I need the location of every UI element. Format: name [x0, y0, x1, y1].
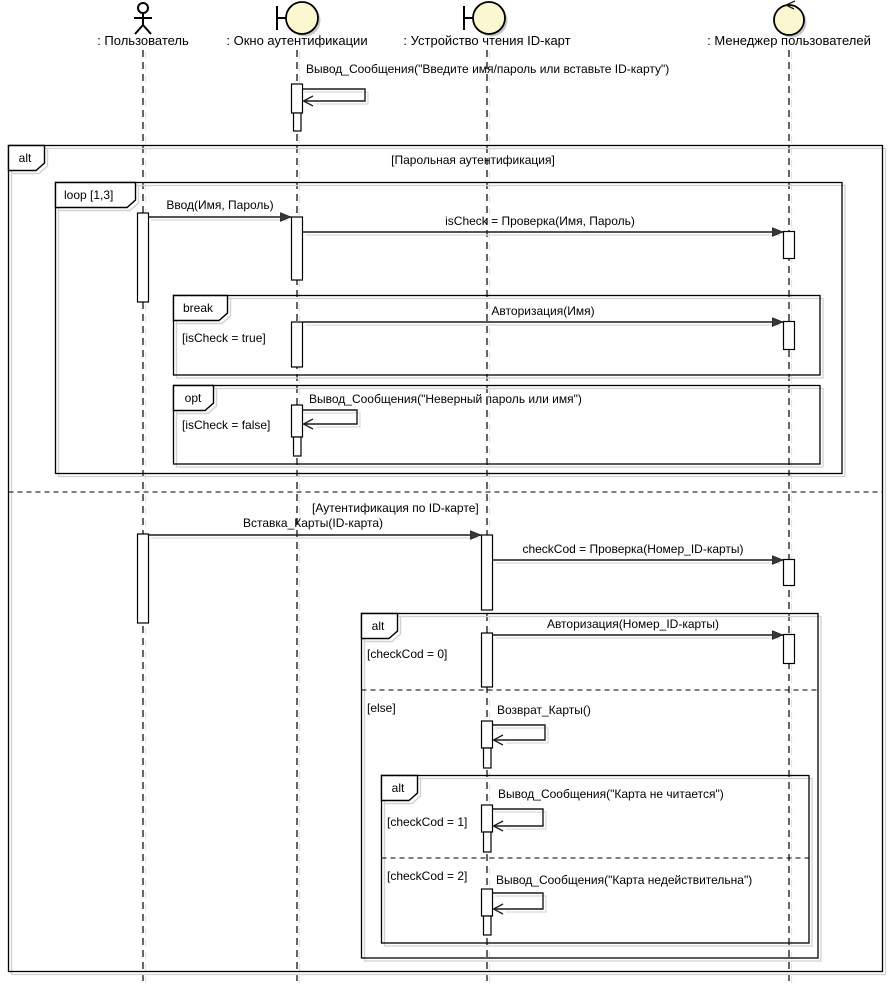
guard-checkcod-2: [checkCod = 2] — [387, 869, 468, 883]
activation-bar — [294, 113, 302, 131]
message-check-card — [493, 542, 783, 563]
message-insert-card — [149, 516, 482, 538]
activation-bar — [482, 721, 493, 748]
message-label: Авторизация(Номер_ID-карты) — [546, 617, 720, 631]
boundary-icon — [277, 2, 321, 37]
activation-bar — [484, 916, 492, 935]
activation-bar — [482, 889, 493, 916]
activation-bar — [482, 805, 493, 832]
message-label: Вывод_Сообщения("Карта не читается") — [498, 787, 724, 801]
lifeline-head-reader — [403, 2, 570, 48]
activation-bar — [292, 217, 303, 280]
self-message-line — [303, 410, 358, 424]
activation-bar — [784, 322, 795, 350]
message-label: Вывод_Сообщения("Карта недействительна") — [496, 873, 753, 887]
activation-bar — [784, 560, 795, 586]
guard-password-auth: [Парольная аутентификация] — [391, 153, 555, 167]
message-card-invalid — [493, 873, 753, 914]
activation-bar — [482, 535, 493, 610]
message-label: Вывод_Сообщения("Введите имя/пароль или вставьте ID-карту") — [306, 62, 670, 76]
lifeline-head-user — [97, 3, 189, 48]
guard-checkcod-1: [checkCod = 1] — [387, 815, 468, 829]
lifeline-label-user: : Пользователь — [97, 33, 189, 48]
guard-checkcod-0: [checkCod = 0] — [367, 647, 448, 661]
message-label: Вывод_Сообщения("Неверный пароль или имя") — [309, 392, 582, 406]
message-label: Авторизация(Имя) — [491, 304, 595, 318]
guard-ischeck-false: [isCheck = false] — [182, 418, 271, 432]
activation-bar — [138, 534, 149, 623]
fragment-operator-label: alt — [18, 151, 32, 165]
message-enter-credentials — [149, 198, 292, 220]
message-label: Вставка_Карты(ID-карта) — [242, 516, 384, 530]
fragment-operator-label: opt — [184, 391, 202, 405]
lifeline-head-manager — [707, 1, 871, 48]
self-message-line — [493, 725, 546, 740]
activation-bar — [294, 437, 302, 456]
activation-bar — [292, 322, 303, 367]
guard-else: [else] — [367, 701, 396, 715]
message-prompt — [303, 62, 670, 106]
fragment-operator-label: break — [182, 301, 214, 315]
message-wrong-password — [303, 392, 582, 429]
fragment-operator-label: loop [1,3] — [64, 188, 114, 202]
message-check-credentials — [303, 214, 783, 235]
self-message-line — [303, 89, 366, 101]
lifeline-label-manager: : Менеджер пользователей — [707, 33, 871, 48]
message-label: Ввод(Имя, Пароль) — [166, 198, 274, 212]
message-card-unreadable — [493, 787, 724, 831]
actor-icon — [134, 3, 152, 34]
activation-bar — [138, 213, 149, 302]
activation-bar — [484, 748, 492, 768]
message-return-card — [493, 703, 591, 745]
fragment-operator-label: alt — [371, 619, 385, 633]
lifeline-label-reader: : Устройство чтения ID-карт — [403, 33, 571, 48]
fragment-operator-label: alt — [391, 781, 405, 795]
activation-bar — [484, 832, 492, 852]
message-authorize-card — [493, 617, 783, 638]
lifeline-head-window — [226, 2, 367, 48]
guard-idcard-auth: [Аутентификация по ID-карте] — [312, 501, 479, 515]
activation-bar — [482, 633, 493, 687]
fragment-alt-code — [382, 776, 813, 947]
guard-ischeck-true: [isCheck = true] — [182, 331, 266, 345]
message-label: isCheck = Проверка(Имя, Пароль) — [445, 214, 635, 228]
message-label: checkCod = Проверка(Номер_ID-карты) — [522, 542, 744, 556]
lifeline-lines — [143, 50, 792, 984]
message-label: Возврат_Карты() — [497, 703, 591, 717]
activation-bar — [292, 405, 303, 437]
lifeline-label-window: : Окно аутентификации — [226, 33, 368, 48]
activation-bar — [784, 232, 795, 259]
activation-bar — [784, 635, 795, 664]
activation-bar — [292, 84, 303, 113]
boundary-icon — [464, 2, 508, 37]
message-authorize-name — [303, 304, 783, 325]
